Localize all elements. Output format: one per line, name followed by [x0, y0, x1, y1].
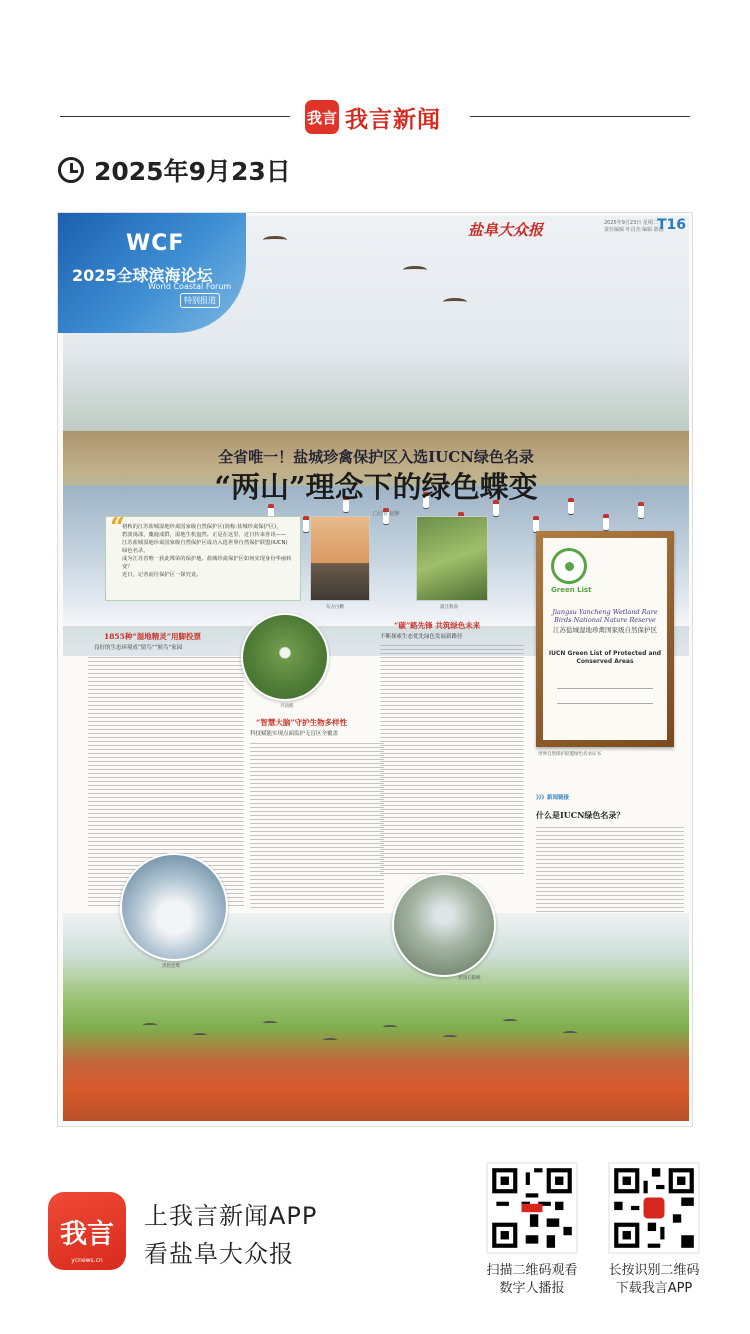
section-title: “智慧大脑”守护生物多样性	[256, 718, 348, 727]
sidebar-text	[536, 827, 684, 919]
article-column	[380, 645, 524, 875]
qr-code-icon	[610, 1164, 698, 1252]
flying-bird	[443, 298, 467, 306]
lead-line: 成为江苏省唯一获此殊荣的保护地。盐城珍禽保护区如何实现身份华丽转变？	[122, 556, 292, 570]
section-subtitle: 科技赋能实现点面监护无盲区全覆盖	[250, 731, 339, 737]
qr-right-label: 长按识别二维码 下载我言APP	[608, 1263, 700, 1296]
lead-line: 江苏盐城湿地珍禽国家级自然保护区成功入选世界自然保护联盟(IUCN)绿色名录，	[122, 540, 288, 554]
flying-bird	[323, 1038, 337, 1042]
photo-caption: 东方白鹳	[326, 605, 344, 610]
sidebar-title: 什么是IUCN绿色名录？	[536, 810, 625, 820]
photo-caption: 黑脸琵鹭	[162, 964, 180, 969]
certificate-label: Green List	[551, 586, 592, 594]
brand-header	[0, 92, 750, 142]
publish-date: 2025年9月23日	[94, 157, 291, 186]
flying-bird	[503, 1019, 517, 1023]
forum-banner	[58, 213, 246, 333]
section-title: 1855种“湿地精灵”用脚投票	[104, 632, 202, 641]
flying-bird	[403, 266, 427, 274]
app-logo-icon[interactable]: 我言 ycnews.cn	[48, 1192, 126, 1270]
flying-bird	[383, 1025, 397, 1029]
article-column	[250, 743, 384, 908]
photo-spoonbill-circle	[120, 853, 228, 961]
flying-bird	[443, 1035, 457, 1039]
sidebar-kicker: 》》》新闻链接	[536, 795, 570, 801]
byline: □记者 赵静	[373, 511, 400, 517]
crane	[603, 514, 609, 530]
page-meta: 2025年9月23日 星期二 责任编辑 叶昌杰 编辑 陈锴	[604, 220, 664, 233]
photo-songbird	[416, 516, 488, 601]
certificate-list: IUCN Green List of Protected and Conserved Areas	[548, 650, 662, 665]
quote-icon: “	[110, 513, 125, 543]
brand-logo-icon: 我言	[305, 100, 339, 134]
masthead: 盐阜大众报	[468, 221, 544, 239]
newspaper-page[interactable]	[57, 212, 693, 1127]
photo-storks	[310, 516, 370, 601]
qr-code-icon	[488, 1164, 576, 1252]
brand	[305, 100, 441, 134]
forum-subtitle: World Coastal Forum	[148, 282, 232, 291]
clock-icon	[58, 157, 84, 183]
crane	[533, 516, 539, 532]
flying-bird	[143, 1023, 157, 1027]
divider-left	[60, 116, 290, 117]
certificate-caption: 世界自然保护联盟绿色名录证书	[538, 752, 601, 757]
certificate-name-en: Jiangsu Yancheng Wetland Rare Birds National Nature Reserve	[552, 608, 658, 624]
photo-crane-circle	[241, 613, 329, 701]
footer	[0, 1150, 750, 1334]
photo-stilts-circle	[392, 873, 496, 977]
flying-bird	[193, 1033, 207, 1037]
lead-line: 碧波荡漾，麋鹿成群，湿地生机盎然。正是在这里，近日传来喜讯——	[122, 532, 287, 538]
promo-line-2: 看盐阜大众报	[144, 1240, 294, 1268]
date-row	[58, 152, 291, 188]
lead-line: 近日，记者前往保护区一探究竟。	[122, 572, 202, 578]
qr-code-download-app[interactable]	[608, 1162, 700, 1254]
flying-bird	[263, 236, 287, 244]
qr-code-digital-anchor[interactable]	[486, 1162, 578, 1254]
forum-logo: WCF	[126, 231, 185, 256]
crane	[303, 516, 309, 532]
lead-line: 初秋的江苏盐城湿地珍禽国家级自然保护区(简称:盐城珍禽保护区)，	[122, 524, 282, 530]
photo-caption: 丹顶鹤	[280, 704, 294, 709]
flying-bird	[563, 1031, 577, 1035]
subheadline: 全省唯一！盐城珍禽保护区入选IUCN绿色名录	[218, 448, 534, 466]
promo-line-1: 上我言新闻APP	[144, 1202, 318, 1230]
section-subtitle: 良好的生态环境成“留鸟”“候鸟”家园	[94, 645, 183, 651]
photo-caption: 震旦鸦雀	[440, 605, 458, 610]
certificate-name-cn: 江苏盐城湿地珍禽国家级自然保护区	[553, 626, 657, 634]
section-title: “碳”路先锋 共筑绿色未来	[394, 621, 481, 630]
flying-bird	[263, 1021, 277, 1025]
page-number: T16	[657, 217, 687, 233]
forum-title: 2025全球滨海论坛	[72, 266, 213, 285]
section-subtitle: 不断探索生态优先绿色发展新路径	[380, 634, 463, 640]
green-list-certificate	[536, 531, 674, 747]
app-url: ycnews.cn	[71, 1257, 103, 1264]
forum-tag: 特别报道	[180, 293, 220, 308]
qr-left-label: 扫描二维码观看 数字人播报	[486, 1263, 578, 1296]
divider-right	[470, 116, 690, 117]
headline: “两山”理念下的绿色蝶变	[214, 470, 538, 504]
green-list-seal-icon	[551, 548, 587, 584]
lead-box	[105, 513, 301, 601]
brand-name: 我言新闻	[345, 105, 441, 133]
photo-caption: 黑翅长脚鹬	[458, 976, 481, 981]
